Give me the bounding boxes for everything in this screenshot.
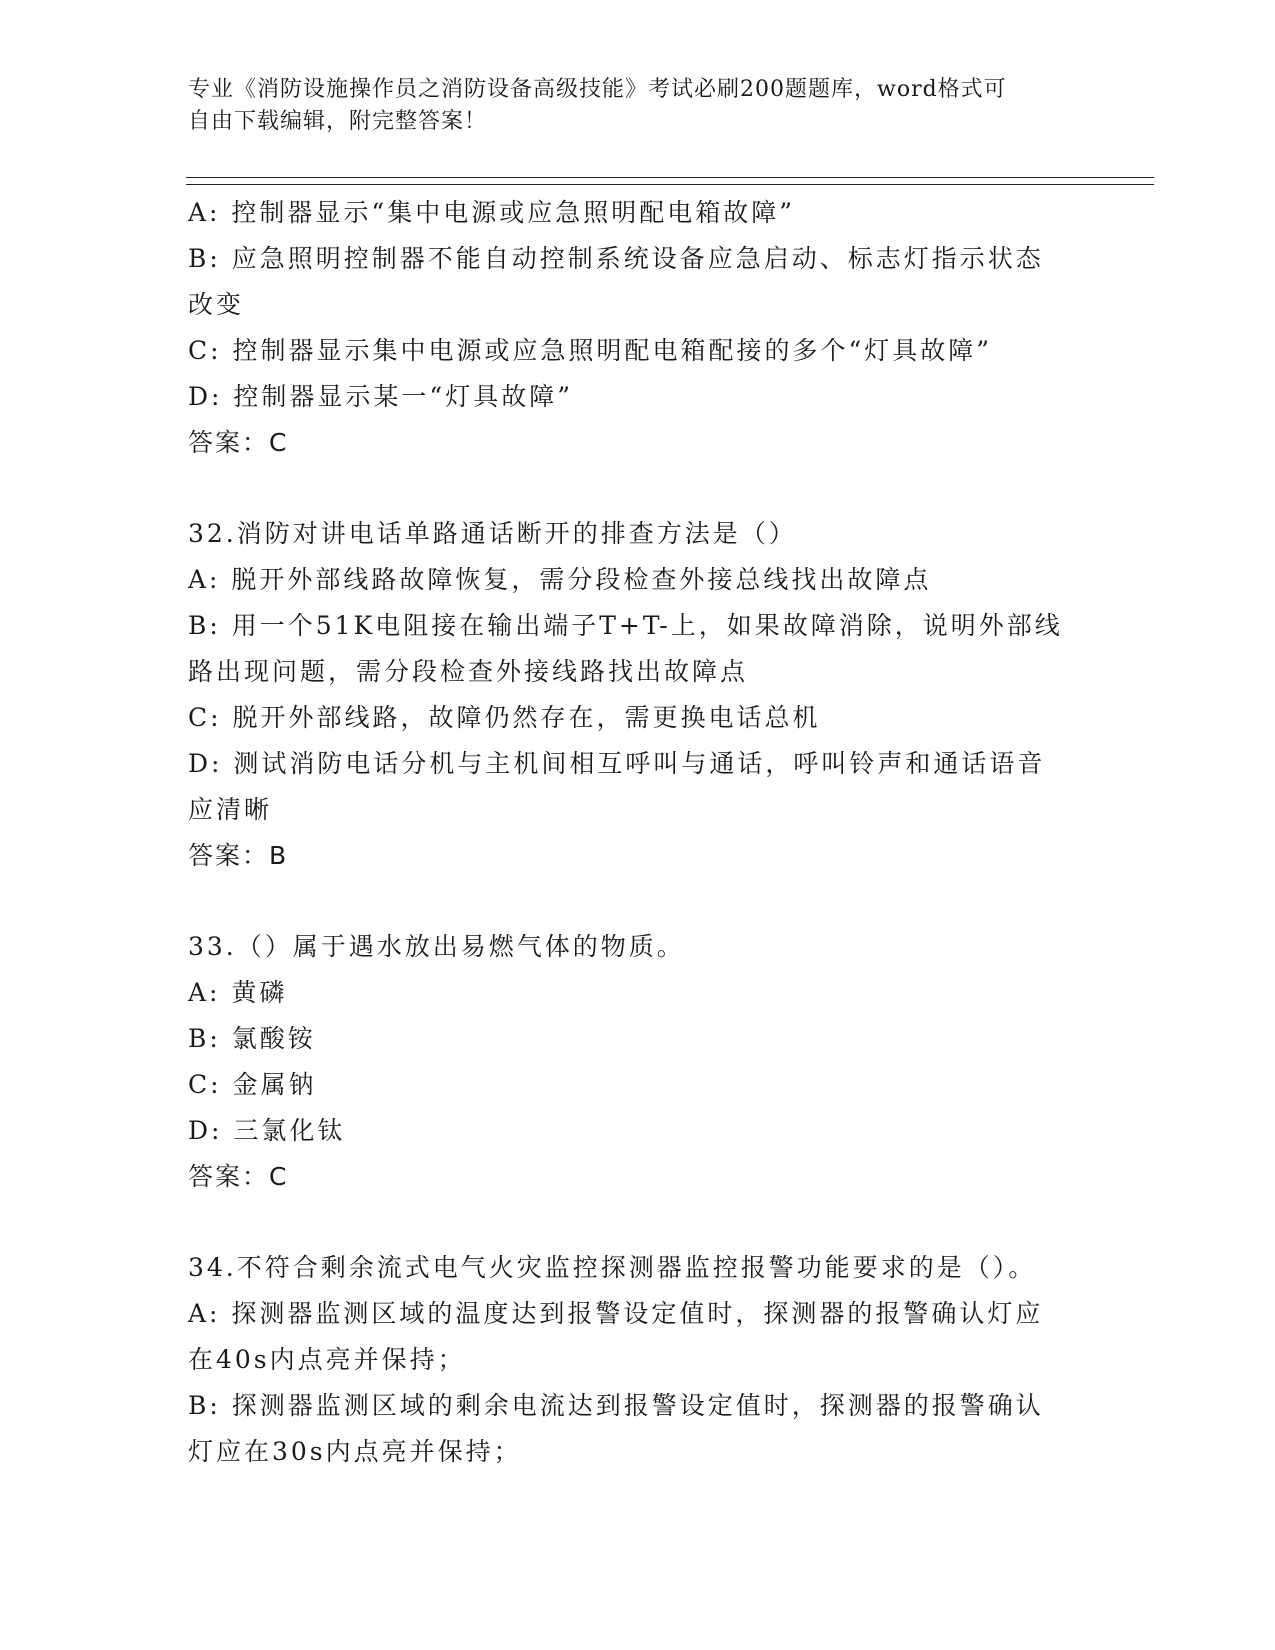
page-header <box>188 74 1088 138</box>
header-line-1: 专业《消防设施操作员之消防设备高级技能》考试必刷200题题库，word格式可 <box>188 77 1007 102</box>
option-d-line-2: 应清晰 <box>188 795 273 824</box>
question-text: 33.（）属于遇水放出易燃气体的物质。 <box>188 932 685 961</box>
option-d-line-1: D: 测试消防电话分机与主机间相互呼叫与通话，呼叫铃声和通话语音 <box>188 749 1046 778</box>
question-block-32 <box>188 511 1088 879</box>
question-text: 32.消防对讲电话单路通话断开的排查方法是（） <box>188 519 797 548</box>
question-text: 34.不符合剩余流式电气火灾监控探测器监控报警功能要求的是（）。 <box>188 1253 1037 1282</box>
option-a: A: 黄磷 <box>188 978 288 1007</box>
option-b-line-2: 灯应在30s内点亮并保持； <box>188 1437 522 1466</box>
question-block-33 <box>188 924 1088 1200</box>
option-a-line-2: 在40s内点亮并保持； <box>188 1345 466 1374</box>
option-c: C: 金属钠 <box>188 1070 317 1099</box>
answer: 答案：C <box>188 1162 289 1191</box>
spacer <box>188 1200 1088 1245</box>
option-b-line-2: 改变 <box>188 290 245 319</box>
option-b-line-2: 路出现问题，需分段检查外接线路找出故障点 <box>188 657 749 686</box>
question-block-34 <box>188 1245 1088 1475</box>
option-b-line-1: B: 应急照明控制器不能自动控制系统设备应急启动、标志灯指示状态 <box>188 244 1044 273</box>
option-b-line-1: B: 用一个51K电阻接在输出端子T+T-上，如果故障消除，说明外部线 <box>188 611 1063 640</box>
spacer <box>188 879 1088 924</box>
answer: 答案：C <box>188 428 289 457</box>
spacer <box>188 466 1088 511</box>
header-line-2: 自由下载编辑，附完整答案！ <box>188 109 488 134</box>
option-a-line-1: A: 探测器监测区域的温度达到报警设定值时，探测器的报警确认灯应 <box>188 1299 1044 1328</box>
option-b: B: 氯酸铵 <box>188 1024 316 1053</box>
option-c: C: 控制器显示集中电源或应急照明配电箱配接的多个“灯具故障” <box>188 336 993 365</box>
option-b-line-1: B: 探测器监测区域的剩余电流达到报警设定值时，探测器的报警确认 <box>188 1391 1044 1420</box>
header-double-rule <box>186 177 1154 185</box>
option-c: C: 脱开外部线路，故障仍然存在，需更换电话总机 <box>188 703 821 732</box>
answer: 答案：B <box>188 841 289 870</box>
option-a: A: 脱开外部线路故障恢复，需分段检查外接总线找出故障点 <box>188 565 932 594</box>
option-a: A: 控制器显示“集中电源或应急照明配电箱故障” <box>188 198 795 227</box>
document-body <box>188 190 1088 1475</box>
question-block-31 <box>188 190 1088 466</box>
option-d: D: 三氯化钛 <box>188 1116 346 1145</box>
option-d: D: 控制器显示某一“灯具故障” <box>188 382 573 411</box>
